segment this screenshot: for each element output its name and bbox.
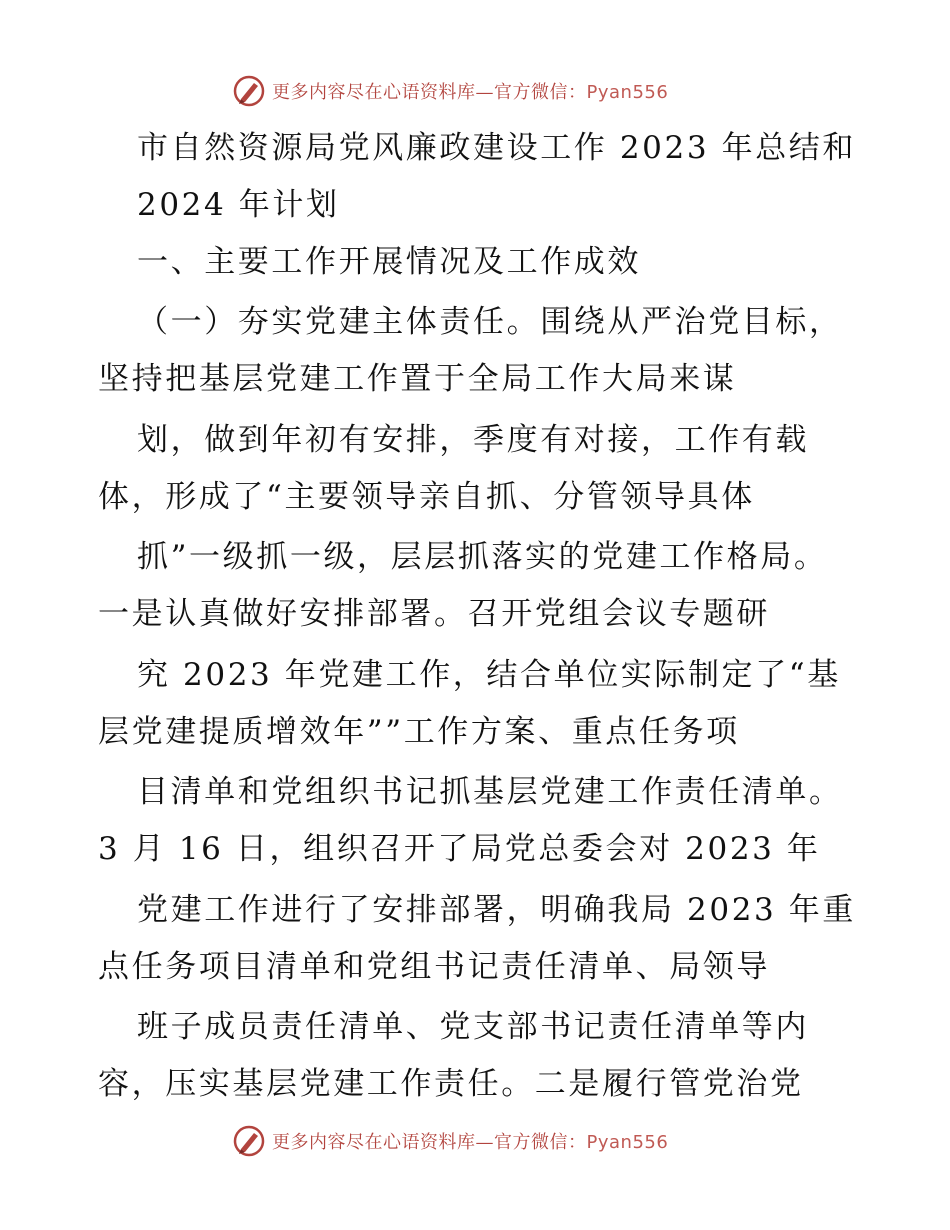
watermark-wechat-id: Pyan556	[586, 1132, 669, 1153]
paragraph-line: 3 月 16 日，组织召开了局党总委会对 2023 年	[98, 831, 821, 867]
paragraph-line: 党建工作进行了安排部署，明确我局 2023 年重	[137, 892, 856, 928]
paragraph-line: 体，形成了“主要领导亲自抓、分管领导具体	[98, 479, 755, 515]
watermark-footer	[232, 1123, 668, 1159]
pen-logo-icon	[232, 1124, 266, 1158]
watermark-header	[232, 73, 668, 109]
paragraph-line: 点任务项目清单和党组书记责任清单、局领导	[98, 949, 770, 985]
paragraph-line: 容，压实基层党建工作责任。二是履行管党治党	[98, 1066, 804, 1102]
watermark-text: 更多内容尽在心语资料库—官方微信：Pyan556	[272, 1132, 669, 1153]
paragraph-line: 目清单和党组织书记抓基层党建工作责任清单。	[137, 774, 843, 810]
paragraph-line: 究 2023 年党建工作，结合单位实际制定了“基	[137, 657, 841, 693]
document-title-line-2: 2024 年计划	[137, 187, 340, 223]
paragraph-line: 一是认真做好安排部署。召开党组会议专题研	[98, 596, 770, 632]
watermark-wechat-id: Pyan556	[586, 82, 669, 103]
watermark-text: 更多内容尽在心语资料库—官方微信：Pyan556	[272, 82, 669, 103]
paragraph-line: 坚持把基层党建工作置于全局工作大局来谋	[98, 361, 737, 397]
document-title-line-1: 市自然资源局党风廉政建设工作 2023 年总结和	[137, 130, 856, 166]
paragraph-line: （一）夯实党建主体责任。围绕从严治党目标，	[137, 304, 843, 340]
paragraph-line: 层党建提质增效年””工作方案、重点任务项	[98, 714, 740, 750]
paragraph-line: 抓”一级抓一级，层层抓落实的党建工作格局。	[137, 539, 828, 575]
paragraph-line: 划，做到年初有安排，季度有对接，工作有载	[137, 422, 809, 458]
section-heading: 一、主要工作开展情况及工作成效	[137, 244, 641, 280]
paragraph-line: 班子成员责任清单、党支部书记责任清单等内	[137, 1009, 809, 1045]
pen-logo-icon	[232, 74, 266, 108]
